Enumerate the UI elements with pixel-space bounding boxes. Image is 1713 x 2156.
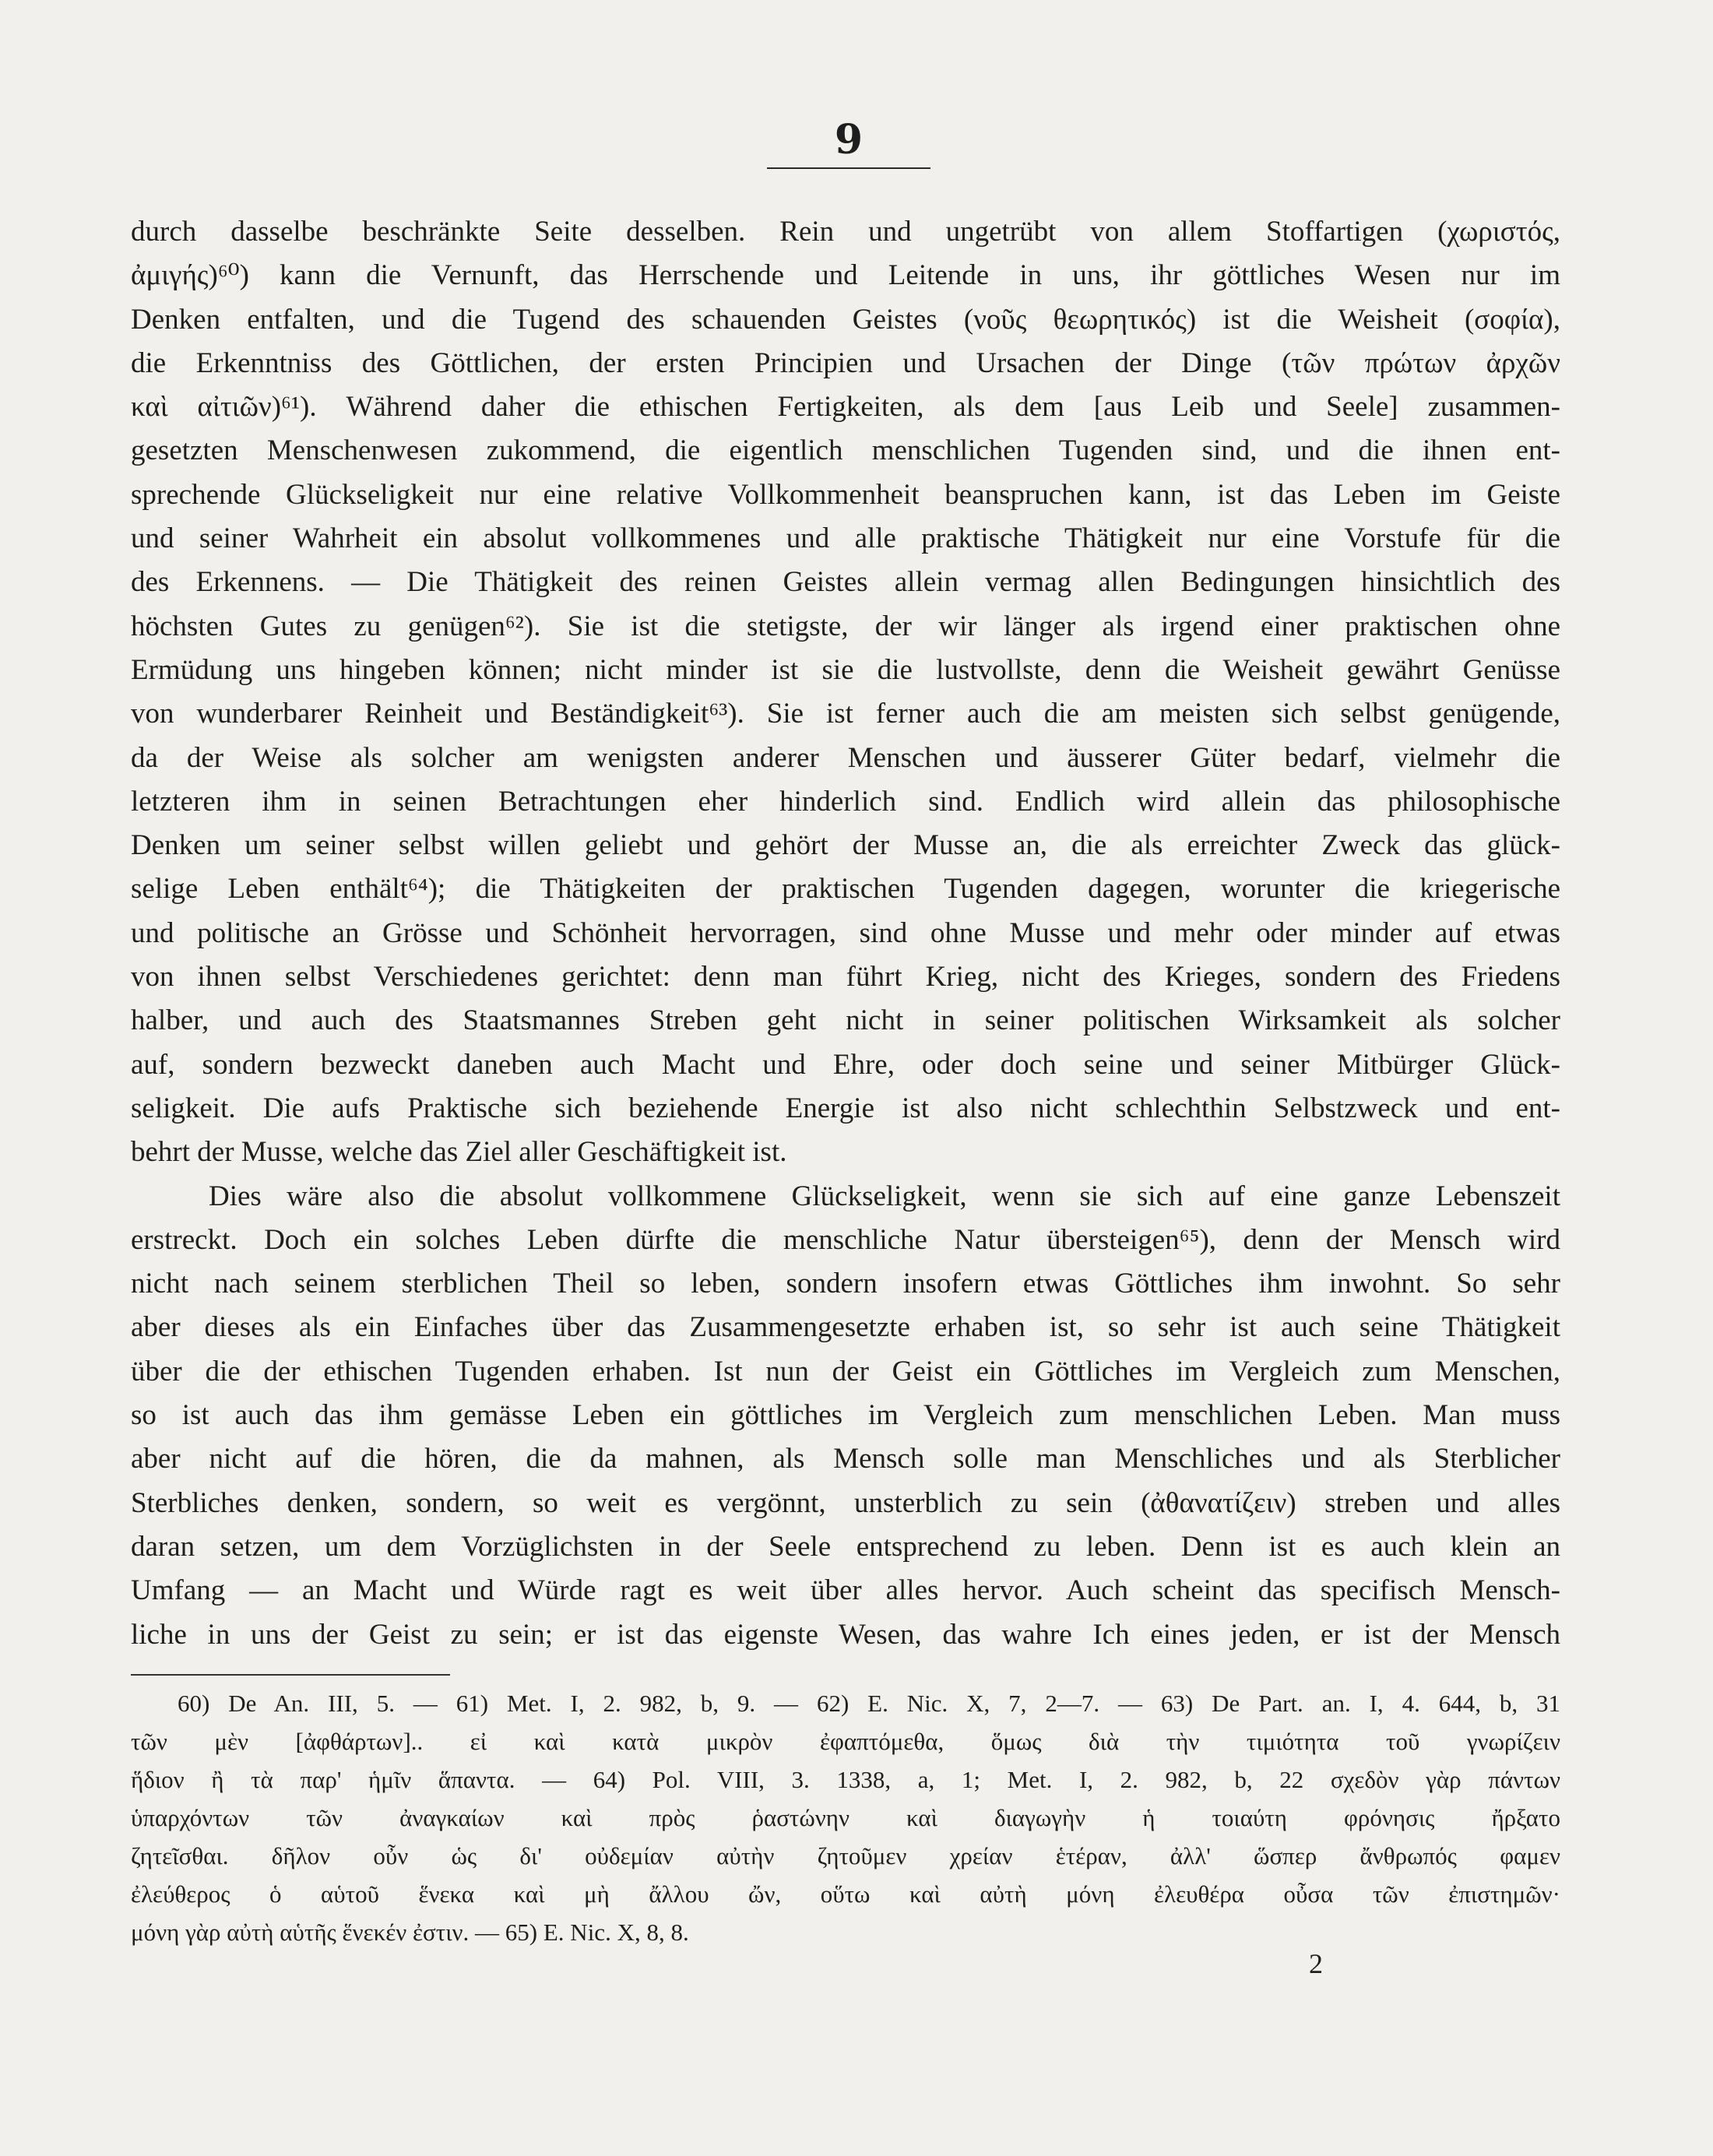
- text-line: liche in uns der Geist zu sein; er ist das eigenste Wesen, das wahre Ich eines jeden, er ist der Mensch: [131, 1618, 1560, 1651]
- text-line: aber dieses als ein Einfaches über das Zusammengesetzte erhaben ist, so sehr ist auch seine Thätigkeit: [131, 1311, 1560, 1344]
- footnote-line: ὑπαρχόντων τῶν ἀναγκαίων καὶ πρὸς ῥαστώνην καὶ διαγωγὴν ἡ τοιαύτη φρόνησις ἤρξατο: [131, 1804, 1560, 1831]
- footnote-line: μόνη γὰρ αὐτὴ αὑτῆς ἕνεκέν ἐστιν. — 65) E. Nic. X, 8, 8.: [131, 1919, 689, 1946]
- footnote-line: ἐλεύθερος ὁ αὑτοῦ ἕνεκα καὶ μὴ ἄλλου ὤν, οὕτω καὶ αὐτὴ μόνη ἐλευθέρα οὖσα τῶν ἐπιστημῶν·: [131, 1880, 1560, 1908]
- text-line: daran setzen, um dem Vorzüglichsten in der Seele entsprechend zu leben. Denn ist es auch klein an: [131, 1530, 1560, 1563]
- text-line: nicht nach seinem sterblichen Theil so leben, sondern insofern etwas Göttliches ihm inwohnt. So sehr: [131, 1268, 1560, 1300]
- text-line: höchsten Gutes zu genügen⁶²). Sie ist die stetigste, der wir länger als irgend einer praktischen ohne: [131, 610, 1560, 642]
- signature-mark: 2: [1309, 1948, 1323, 1979]
- text-line: auf, sondern bezweckt daneben auch Macht und Ehre, oder doch seine und seiner Mitbürger Glück-: [131, 1048, 1560, 1081]
- text-line: und politische an Grösse und Schönheit hervorragen, sind ohne Musse und mehr oder minder auf etwas: [131, 916, 1560, 949]
- text-line: Denken entfalten, und die Tugend des schauenden Geistes (νοῦς θεωρητικός) ist die Weisheit (σοφία),: [131, 303, 1560, 336]
- footnotes: [131, 1684, 1560, 1951]
- text-line: des Erkennens. — Die Thätigkeit des reinen Geistes allein vermag allen Bedingungen hinsichtlich des: [131, 566, 1560, 599]
- text-line: die Erkenntniss des Göttlichen, der ersten Principien und Ursachen der Dinge (τῶν πρώτων ἀρχῶν: [131, 346, 1560, 379]
- text-line: und seiner Wahrheit ein absolut vollkommenes und alle praktische Thätigkeit nur eine Vorstufe für die: [131, 522, 1560, 555]
- footnote-line: 60) De An. III, 5. — 61) Met. I, 2. 982, b, 9. — 62) E. Nic. X, 7, 2—7. — 63) De Part. an. I, 4. 644, b, 31: [178, 1690, 1560, 1717]
- text-line: selige Leben enthält⁶⁴); die Thätigkeiten der praktischen Tugenden dagegen, worunter die kriegerische: [131, 873, 1560, 906]
- text-line: durch dasselbe beschränkte Seite desselben. Rein und ungetrübt von allem Stoffartigen (χωριστός,: [131, 216, 1560, 248]
- text-line: καὶ αἰτιῶν)⁶¹). Während daher die ethischen Fertigkeiten, als dem [aus Leib und Seele] zusammen-: [131, 391, 1560, 424]
- body-text: [131, 210, 1560, 1657]
- text-line: seligkeit. Die aufs Praktische sich beziehende Energie ist also nicht schlechthin Selbstzweck und ent-: [131, 1092, 1560, 1124]
- text-line: Umfang — an Macht und Würde ragt es weit über alles hervor. Auch scheint das specifisch Mensch-: [131, 1574, 1560, 1607]
- footnote-line: ἥδιον ἢ τὰ παρ' ἡμῖν ἅπαντα. — 64) Pol. VIII, 3. 1338, a, 1; Met. I, 2. 982, b, 22 σχεδὸν γὰρ πάντων: [131, 1766, 1560, 1793]
- text-line: halber, und auch des Staatsmannes Streben geht nicht in seiner politischen Wirksamkeit als solcher: [131, 1004, 1560, 1037]
- text-line: ἀμιγής)⁶⁰) kann die Vernunft, das Herrschende und Leitende in uns, ihr göttliches Wesen nur im: [131, 259, 1560, 292]
- text-line: sprechende Glückseligkeit nur eine relative Vollkommenheit beanspruchen kann, ist das Leben im Geiste: [131, 478, 1560, 511]
- text-line: Sterbliches denken, sondern, so weit es vergönnt, unsterblich zu sein (ἀθανατίζειν) streben und alles: [131, 1486, 1560, 1519]
- text-line: erstreckt. Doch ein solches Leben dürfte die menschliche Natur übersteigen⁶⁵), denn der Mensch wird: [131, 1223, 1560, 1256]
- text-line: gesetzten Menschenwesen zukommend, die eigentlich menschlichen Tugenden sind, und die ihnen ent-: [131, 434, 1560, 467]
- text-line: Ermüdung uns hingeben können; nicht minder ist sie die lustvollste, denn die Weisheit gewährt Genüsse: [131, 653, 1560, 686]
- text-line: von wunderbarer Reinheit und Beständigkeit⁶³). Sie ist ferner auch die am meisten sich selbst genügende,: [131, 698, 1560, 730]
- text-line-paragraph-end: behrt der Musse, welche das Ziel aller Geschäftigkeit ist.: [131, 1136, 787, 1169]
- text-line: über die der ethischen Tugenden erhaben. Ist nun der Geist ein Göttliches im Vergleich zum Menschen,: [131, 1355, 1560, 1388]
- page-number: 9: [834, 116, 864, 164]
- text-line: so ist auch das ihm gemässe Leben ein göttliches im Vergleich zum menschlichen Leben. Man muss: [131, 1399, 1560, 1432]
- page-number-rule: [767, 167, 930, 169]
- text-line: Denken um seiner selbst willen geliebt und gehört der Musse an, die als erreichter Zweck das glück-: [131, 829, 1560, 862]
- text-line-paragraph-start: Dies wäre also die absolut vollkommene Glückseligkeit, wenn sie sich auf eine ganze Lebenszeit: [209, 1180, 1560, 1212]
- footnote-line: ζητεῖσθαι. δῆλον οὖν ὡς δι' οὐδεμίαν αὐτὴν ζητοῦμεν χρείαν ἑτέραν, ἀλλ' ὥσπερ ἄνθρωπός φαμεν: [131, 1842, 1560, 1869]
- text-line: da der Weise als solcher am wenigsten anderer Menschen und äusserer Güter bedarf, vielmehr die: [131, 741, 1560, 774]
- footnote-rule: [131, 1674, 450, 1676]
- text-line: aber nicht auf die hören, die da mahnen, als Mensch solle man Menschliches und als Sterblicher: [131, 1443, 1560, 1475]
- text-line: letzteren ihm in seinen Betrachtungen eher hinderlich sind. Endlich wird allein das philosophische: [131, 785, 1560, 818]
- text-line: von ihnen selbst Verschiedenes gerichtet: denn man führt Krieg, nicht des Krieges, sondern des Friedens: [131, 961, 1560, 994]
- footnote-line: τῶν μὲν [ἀφθάρτων].. εἰ καὶ κατὰ μικρὸν ἐφαπτόμεθα, ὅμως διὰ τὴν τιμιότητα τοῦ γνωρίζειν: [131, 1728, 1560, 1755]
